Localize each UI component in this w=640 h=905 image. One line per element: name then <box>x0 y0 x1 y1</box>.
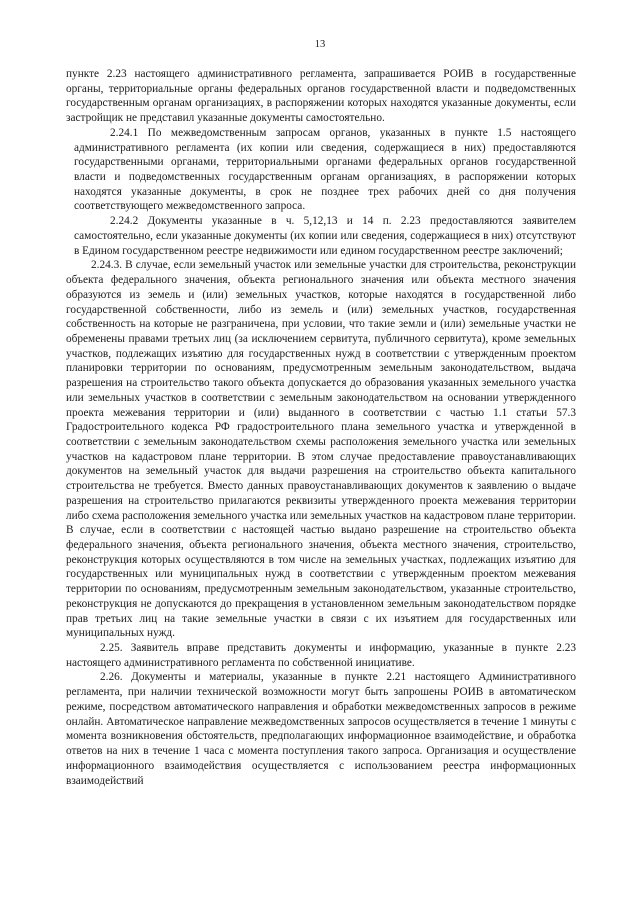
paragraph-2-26: 2.26. Документы и материалы, указанные в пункте 2.21 настоящего Административного регламента, при наличии технической возможности могут быть запрошены РОИВ в автоматическом режиме, посредством автоматического направления и обработки межведомственных запросов в режиме онлайн. Автоматическое направление межведомственных запросов осуществляется в течение 1 минуты с момента возникновения обстоятельств, предполагающих информационное взаимодействие, и обработка ответов на них в течение 1 часа с момента поступления такого запроса. Организация и осуществление информационного взаимодействия осуществляется с использованием реестра информационных взаимодействий <box>66 671 576 787</box>
page-number: 13 <box>314 39 326 50</box>
paragraph-2-25: 2.25. Заявитель вправе представить документы и информацию, указанные в пункте 2.23 настоящего административного регламента по собственной инициативе. <box>66 642 576 669</box>
paragraph-2-24-3: 2.24.3. В случае, если земельный участок или земельные участки для строительства, реконструкции объекта федерального значения, объекта регионального значения или объекта местного значения образуются из земель и (или) земельных участков, которые находятся в государственной либо государственной собственности, либо из земель и (или) земельных участков, государственная собственность на которые не разграничена, при условии, что такие земли и (или) земельные участки не обременены правами третьих лиц (за исключением сервитута, публичного сервитута), кроме земельных участков, подлежащих изъятию для государственных нужд в соответствии с утвержденным проектом планировки территории по основаниям, предусмотренным земельным законодательством, выдача разрешения на строительство такого объекта допускается до образования указанных земельного участка или земельных участков в соответствии с земельным законодательством на основании утвержденного проекта межевания территории и (или) выданного в соответствии с частью 1.1 статьи 57.3 Градостроительного кодекса РФ градостроительного плана земельного участка и утвержденной в соответствии с земельным законодательством схемы расположения земельного участка или земельных участков на кадастровом плане территории. В этом случае предоставление правоустанавливающих документов на земельный участок для выдачи разрешения на строительство объекта капитального строительства не требуется. Вместо данных правоустанавливающих документов к заявлению о выдаче разрешения на строительство прилагаются реквизиты утвержденного проекта межевания территории либо схема расположения земельного участка или земельных участков на кадастровом плане территории. В случае, если в соответствии с настоящей частью выдано разрешение на строительство объекта федерального значения, объекта регионального значения, объекта местного значения, строительство, реконструкция которых осуществляются в том числе на земельных участках, подлежащих изъятию для государственных или муниципальных нужд в соответствии с утвержденным проектом межевания территории по основаниям, предусмотренным земельным законодательством, указанные строительство, реконструкция не допускаются до прекращения в установленном земельным законодательством порядке прав третьих лиц на такие земельные участки в связи с их изъятием для государственных или муниципальных нужд. <box>66 259 576 640</box>
paragraph-2-24-1: 2.24.1 По межведомственным запросам органов, указанных в пункте 1.5 настоящего административного регламента (их копии или сведения, содержащиеся в них) предоставляются государственными органами, территориальными органами федеральных органов государственной власти и подведомственных государственным органам организациях, в распоряжении которых находятся указанные документы, в срок не позднее трех рабочих дней со дня получения соответствующего межведомственного запроса. <box>74 126 576 213</box>
document-body <box>66 67 576 788</box>
paragraph-2-24-2: 2.24.2 Документы указанные в ч. 5,12,13 и 14 п. 2.23 предоставляются заявителем самостоятельно, если указанные документы (их копии или сведения, содержащиеся в них) отсутствуют в Едином государственном реестре недвижимости или едином государственном реестре заключений; <box>74 215 576 257</box>
paragraph-2-23-continuation: пункте 2.23 настоящего административного регламента, запрашивается РОИВ в государственные органы, территориальные органы федеральных органов государственной власти и подведомственных государственным органам организациях, в распоряжении которых находятся указанные документы, если застройщик не представил указанные документы самостоятельно. <box>66 68 576 125</box>
